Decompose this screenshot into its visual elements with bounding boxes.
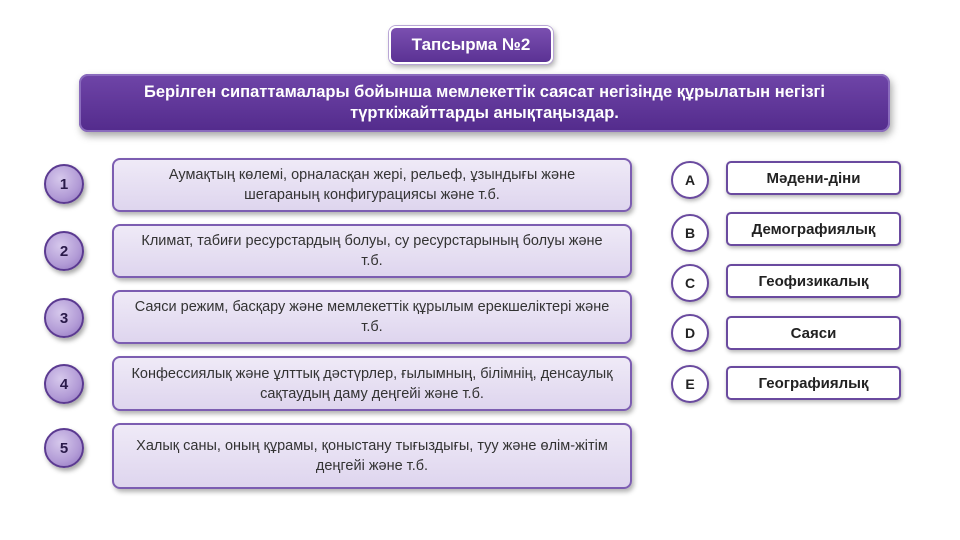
answer-option-d[interactable]: Саяси xyxy=(726,316,901,350)
item-description-4: Конфессиялық және ұлттық дәстүрлер, ғылымның, білімнің, денсаулық сақтаудың даму деңгейі және т.б. xyxy=(112,356,632,411)
item-description-5: Халық саны, оның құрамы, қоныстану тығыздығы, туу және өлім-жітім деңгейі және т.б. xyxy=(112,423,632,489)
answer-letter-b: B xyxy=(671,214,709,252)
item-description-1: Аумақтың көлемі, орналасқан жері, рельеф, ұзындығы және шегараның конфигурациясы және т.б. xyxy=(112,158,632,212)
answer-letter-d: D xyxy=(671,314,709,352)
item-description-3: Саяси режим, басқару және мемлекеттік құрылым ерекшеліктері және т.б. xyxy=(112,290,632,344)
answer-option-c[interactable]: Геофизикалық xyxy=(726,264,901,298)
task-instruction: Берілген сипаттамалары бойынша мемлекеттік саясат негізінде құрылатын негізгі түрткіжайттарды анықтаңыздар. xyxy=(79,74,890,132)
answer-letter-c: C xyxy=(671,264,709,302)
answer-option-b[interactable]: Демографиялық xyxy=(726,212,901,246)
answer-letter-a: A xyxy=(671,161,709,199)
item-number-3: 3 xyxy=(44,298,84,338)
item-number-1: 1 xyxy=(44,164,84,204)
item-number-4: 4 xyxy=(44,364,84,404)
answer-option-a[interactable]: Мәдени-діни xyxy=(726,161,901,195)
answer-letter-e: E xyxy=(671,365,709,403)
item-description-2: Климат, табиғи ресурстардың болуы, су ресурстарының болуы және т.б. xyxy=(112,224,632,278)
item-number-2: 2 xyxy=(44,231,84,271)
item-number-5: 5 xyxy=(44,428,84,468)
task-title: Тапсырма №2 xyxy=(389,26,553,64)
answer-option-e[interactable]: Географиялық xyxy=(726,366,901,400)
